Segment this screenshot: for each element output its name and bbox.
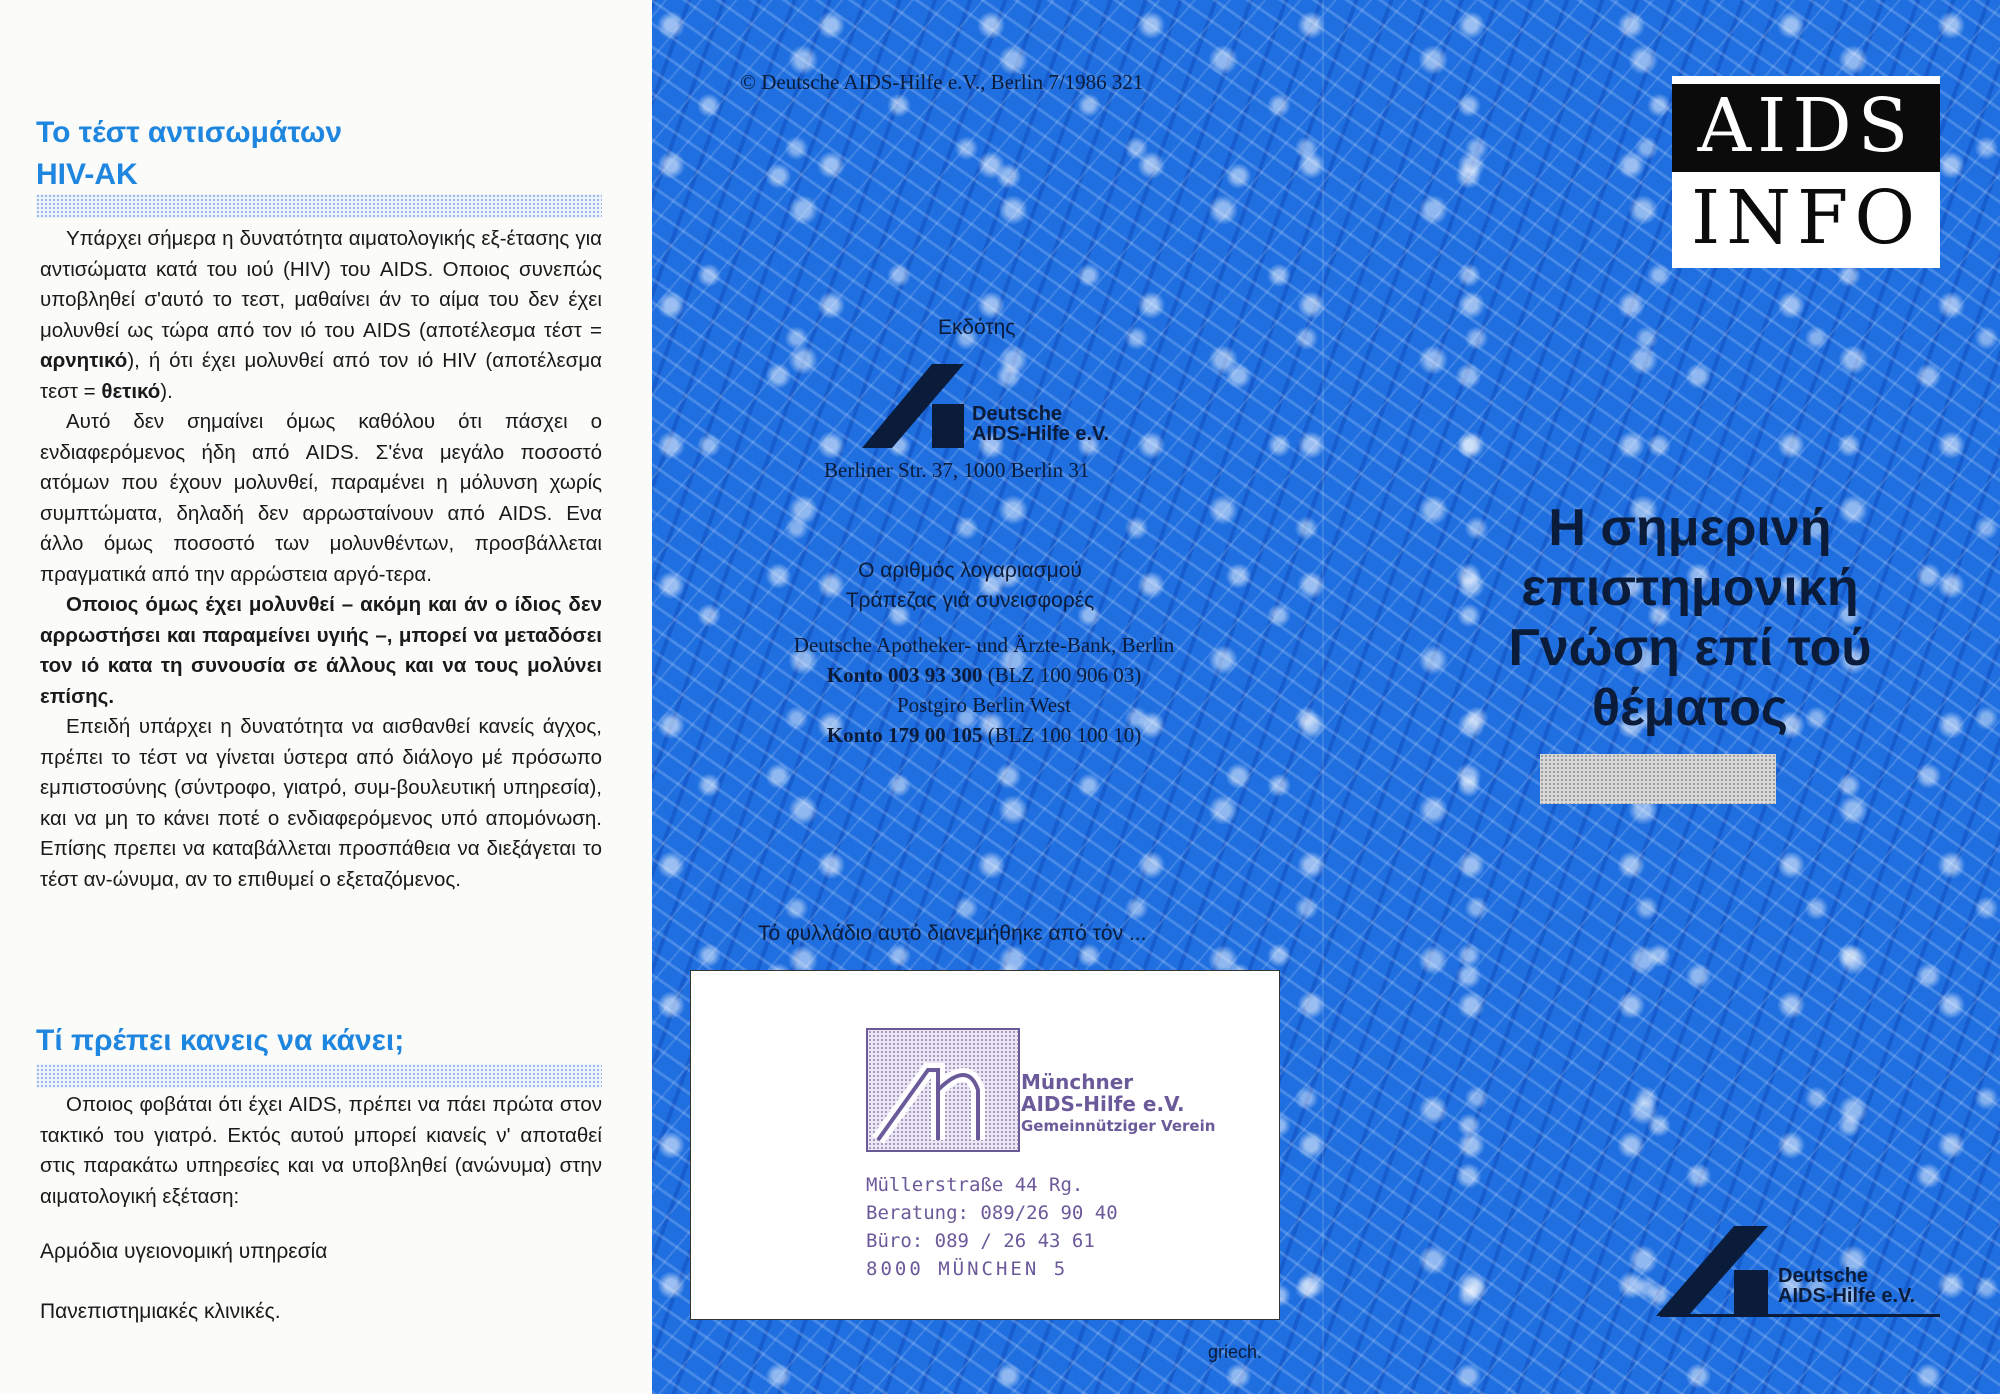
language-code: griech.	[1208, 1342, 1263, 1362]
distributor-stamp-card	[690, 970, 1280, 1320]
paragraph-1: Υπάρχει σήμερα η δυνατότητα αιματολογικής εξ-έτασης για αντισώματα κατά του ιού (HIV) του AIDS. Οποιος συνεπώς υποβληθεί σ'αυτό το τεστ, μαθαίνει άν το αίμα του δεν έχει μολυνθεί ως τώρα από τον ιό του AIDS (αποτέλεσμα τέστ = αρνητικό), ή ότι έχει μολυνθεί από τον ιό HIV (αποτέλεσμα τεστ = θετικό).	[40, 227, 602, 403]
bank-details: Deutsche Apotheker- und Ärzte-Bank, Berlin Konto 003 93 300 (BLZ 100 906 03) Postgiro Berlin West Konto 179 00 105 (BLZ 100 100 10)	[793, 633, 1175, 747]
antibody-test-text	[40, 224, 602, 895]
dah-cover-logo-text: Deutsche AIDS-Hilfe e.V.	[1778, 1265, 1916, 1307]
inner-left-panel	[0, 0, 652, 1394]
aids-word: AIDS	[1672, 84, 1940, 172]
list-item-health-service: Αρμόδια υγειονομική υπηρεσία	[40, 1240, 328, 1263]
list-item-university-clinics: Πανεπιστημιακές κλινικές.	[40, 1300, 281, 1323]
fold-line	[1322, 0, 1324, 1394]
stamp-address: Müllerstraße 44 Rg. Beratung: 089/26 90 40 Büro: 089 / 26 43 61 8000 MÜNCHEN 5	[866, 1174, 1118, 1280]
logo-underline	[1660, 1314, 1940, 1317]
title-dot-bar	[1540, 754, 1776, 804]
heading-what-to-do: Τί πρέπει κανεις να κάνει;	[36, 1024, 405, 1057]
copyright-line: © Deutsche AIDS-Hilfe e.V., Berlin 7/1986 321	[740, 70, 1144, 94]
paragraph-3-bold: Οποιος όμως έχει μολυνθεί – ακόμη και άν ο ίδιος δεν αρρωστήσει και παραμείνει υγιής –, μπορεί να μεταδόσει τον ιό κατα τη συνουσία σε άλλους και να τους μολύνει επίσης.	[40, 593, 602, 708]
account-heading: Ο αριθμός λογαριασμού Τράπεζας γιά συνεισφορές	[845, 559, 1095, 612]
dah-cover-logo-mark-icon	[1656, 1226, 1776, 1316]
mah-logo-icon	[868, 1030, 1018, 1150]
heading2-underline-bar	[36, 1064, 602, 1088]
cover-title: Η σημερινή επιστημονική Γνώση επί τού θέματος	[1508, 499, 1872, 737]
heading-line-1: Το τέστ αντισωμάτων	[36, 116, 343, 149]
dah-logo-text: Deutsche AIDS-Hilfe e.V.	[972, 403, 1110, 445]
paragraph-2: Αυτό δεν σημαίνει όμως καθόλου ότι πάσχει ο ενδιαφερόμενος ήδη από AIDS. Σ'ένα μεγάλο ποσοστό ατόμων που έχουν μολυνθεί, παραμένει η μόλυνση χωρίς συμπτώματα, δηλαδή δεν αρρωσταίνουν από AIDS. Ενα άλλο όμως ποσοστό των μολυνθέντων, προσβάλλεται πραγματικά από την αρρώστεια αργό-τερα.	[40, 410, 602, 586]
heading-underline-bar	[36, 194, 602, 218]
publisher-label: Εκδότης	[938, 316, 1016, 339]
heading-line-2: HIV-AK	[36, 158, 138, 191]
dah-logo-mark-icon	[862, 364, 972, 448]
paragraph-5: Οποιος φοβάται ότι έχει AIDS, πρέπει να πάει πρώτα στον τακτικό του γιατρό. Εκτός αυτού μπορεί κιανείς ν' αποταθεί στις παρακάτω υπηρεσίες και να υποβληθεί (ανώνυμα) στην αιματολογική εξέταση:	[40, 1093, 602, 1208]
what-to-do-text	[40, 1090, 602, 1212]
stamp-logo-box	[866, 1028, 1020, 1152]
stamp-organization-name: Münchner AIDS-Hilfe e.V. Gemeinnütziger Verein	[1021, 1070, 1216, 1135]
info-word: INFO	[1691, 175, 1921, 261]
distributed-by-label: Τό φυλλάδιο αυτό διανεμήθηκε από τόν ...	[758, 922, 1147, 945]
aids-info-box	[1672, 76, 1940, 268]
publisher-address: Berliner Str. 37, 1000 Berlin 31	[824, 458, 1090, 482]
paragraph-4: Επειδή υπάρχει η δυνατότητα να αισθανθεί κανείς άγχος, πρέπει το τέστ να γίνεται ύστερα από διάλογο μέ πρόσωπο εμπιστοσύνης (σύντροφο, γιατρό, συμ-βουλευτική υπηρεσία), και να μη το κάνει ποτέ ο ενδιαφερόμενος υπό απομόνωση. Επίσης πρεπει να καταβάλλεται προσπάθεια να διεξάγεται το τέστ αν-ώνυμα, αν το επιθυμεί ο εξεταζόμενος.	[40, 715, 602, 891]
heading-antibody-test	[36, 112, 342, 196]
